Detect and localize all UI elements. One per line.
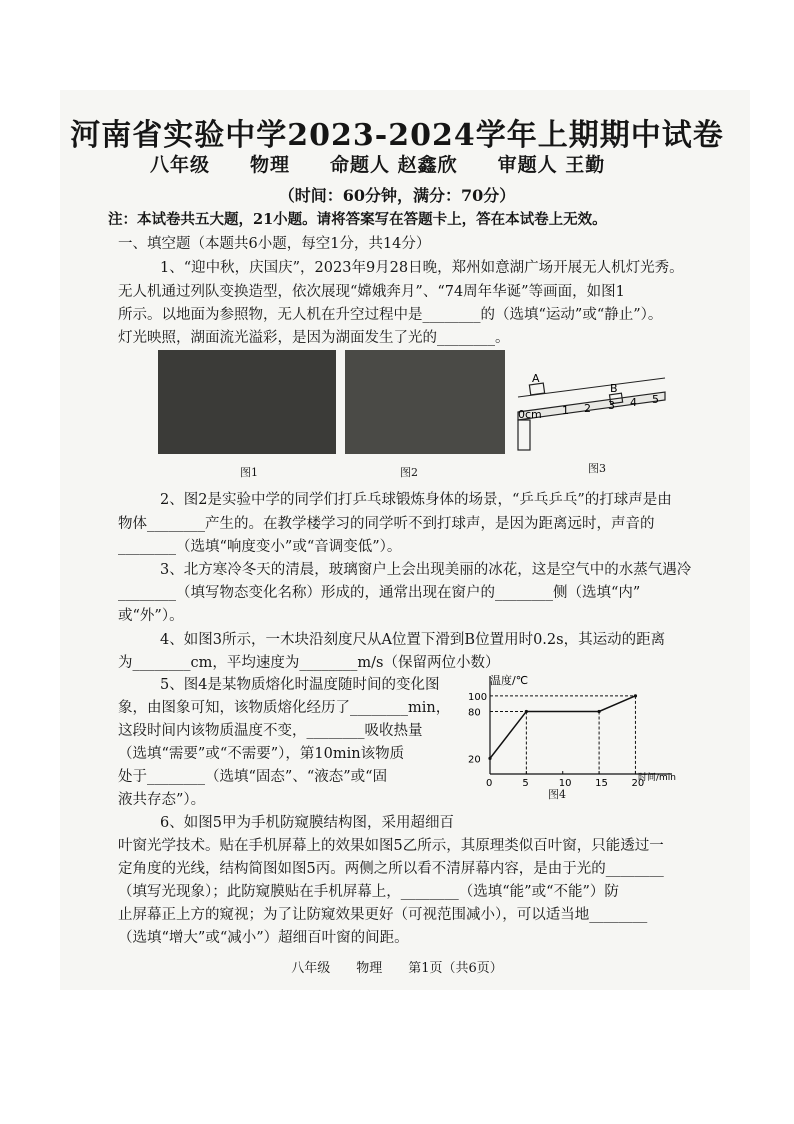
ruler-tick-label: 2 — [584, 402, 591, 415]
figure-4-chart — [460, 670, 685, 810]
question-line: 4、如图3所示，一木块沿刻度尺从A位置下滑到B位置用时0.2s，其运动的距离 — [160, 632, 666, 648]
question-line: ________（填写物态变化名称）形成的，通常出现在窗户的________侧（选填“内” — [118, 585, 641, 601]
figure-3-caption: 图3 — [588, 462, 606, 475]
figure-1-photo — [158, 350, 336, 454]
y-tick-label: 20 — [468, 754, 481, 766]
ruler-tick-label: 4 — [630, 396, 637, 409]
question-line: （选填“需要”或“不需要”），第10min该物质 — [118, 746, 405, 762]
figure-3-label-b: B — [610, 382, 618, 395]
question-line: 液共存态”）。 — [118, 792, 206, 808]
x-tick-label: 15 — [595, 778, 608, 789]
question-line: 2、图2是实验中学的同学们打乒乓球锻炼身体的场景，“乒乓乒乓”的打球声是由 — [160, 492, 672, 508]
exam-time: （时间：60分钟，满分：70分） — [278, 186, 516, 205]
figure-2-caption: 图2 — [400, 466, 418, 479]
x-tick-label: 5 — [522, 778, 529, 789]
question-line: 无人机通过列队变换造型，依次展现“嫦娥奔月”、“74周年华诞”等画面，如图1 — [118, 284, 625, 300]
figure-3-unit: 0cm — [518, 408, 542, 421]
data-point — [525, 710, 528, 713]
figure-3-ruler-diagram — [510, 372, 675, 460]
melting-curve-line — [490, 696, 635, 759]
question-line: 灯光映照，湖面流光溢彩，是因为湖面发生了光的________。 — [118, 330, 510, 346]
x-tick-label: 10 — [558, 778, 572, 789]
y-tick-label: 100 — [468, 691, 488, 703]
figure-4-ylabel: 温度/℃ — [490, 674, 529, 687]
question-line: 6、如图5甲为手机防窥膜结构图，采用超细百 — [160, 815, 454, 831]
question-line: 这段时间内该物质温度不变，________吸收热量 — [118, 723, 423, 739]
figure-3-label-a: A — [532, 372, 540, 385]
question-line: 1、“迎中秋，庆国庆”，2023年9月28日晚，郑州如意湖广场开展无人机灯光秀。 — [160, 260, 684, 276]
question-line: 定角度的光线，结构简图如图5丙。两侧之所以看不清屏幕内容，是由于光的________ — [118, 861, 664, 877]
ruler-tick-label: 5 — [652, 393, 659, 406]
exam-subtitle: 八年级 物理 命题人 赵鑫欣 审题人 王勤 — [150, 154, 606, 176]
question-line: （选填“增大”或“减小”）超细百叶窗的间距。 — [118, 930, 409, 946]
figure-4-caption: 图4 — [548, 788, 566, 801]
question-line: 叶窗光学技术。贴在手机屏幕上的效果如图5乙所示，其原理类似百叶窗，只能透过一 — [118, 838, 664, 854]
data-point — [634, 694, 637, 697]
figure-1-caption: 图1 — [240, 466, 258, 479]
question-line: 象，由图象可知，该物质熔化经历了________min， — [118, 700, 451, 716]
question-line: 3、北方寒冷冬天的清晨，玻璃窗户上会出现美丽的冰花，这是空气中的水蒸气遇冷 — [160, 562, 692, 578]
page-footer: 八年级 物理 第1页（共6页） — [291, 961, 503, 976]
question-line: （填写光现象）；此防窥膜贴在手机屏幕上，________（选填“能”或“不能”）防 — [118, 884, 619, 900]
exam-note: 注：本试卷共五大题，21小题。请将答案写在答题卡上，答在本试卷上无效。 — [108, 211, 607, 228]
question-line: 或“外”）。 — [118, 608, 184, 624]
question-line: 为________cm，平均速度为________m/s（保留两位小数） — [118, 655, 500, 671]
section-title: 一、填空题（本题共6小题，每空1分，共14分） — [118, 236, 431, 252]
exam-title: 河南省实验中学2023-2024学年上期期中试卷 — [70, 118, 724, 153]
question-line: 5、图4是某物质熔化时温度随时间的变化图 — [160, 677, 440, 693]
x-tick-label: 20 — [631, 778, 645, 789]
question-line: 所示。以地面为参照物，无人机在升空过程中是________的（选填“运动”或“静止”）。 — [118, 307, 663, 323]
ruler-tick-label: 1 — [562, 404, 569, 417]
data-point — [488, 757, 491, 760]
question-line: 止屏幕正上方的窥视；为了让防窥效果更好（可视范围减小），可以适当地________ — [118, 907, 648, 923]
ruler-tick-label: 3 — [608, 399, 615, 412]
question-line: 物体________产生的。在教学楼学习的同学听不到打球声，是因为距离远时，声音的 — [118, 516, 655, 532]
question-line: 处于________（选填“固态”、“液态”或“固 — [118, 769, 388, 785]
x-tick-label: 0 — [486, 778, 493, 789]
figure-4-xlabel: 时间/min — [638, 773, 677, 783]
question-line: ________（选填“响度变小”或“音调变低”）。 — [118, 539, 402, 555]
data-point — [597, 710, 600, 713]
figure-2-photo — [345, 350, 505, 454]
y-tick-label: 80 — [468, 707, 481, 719]
